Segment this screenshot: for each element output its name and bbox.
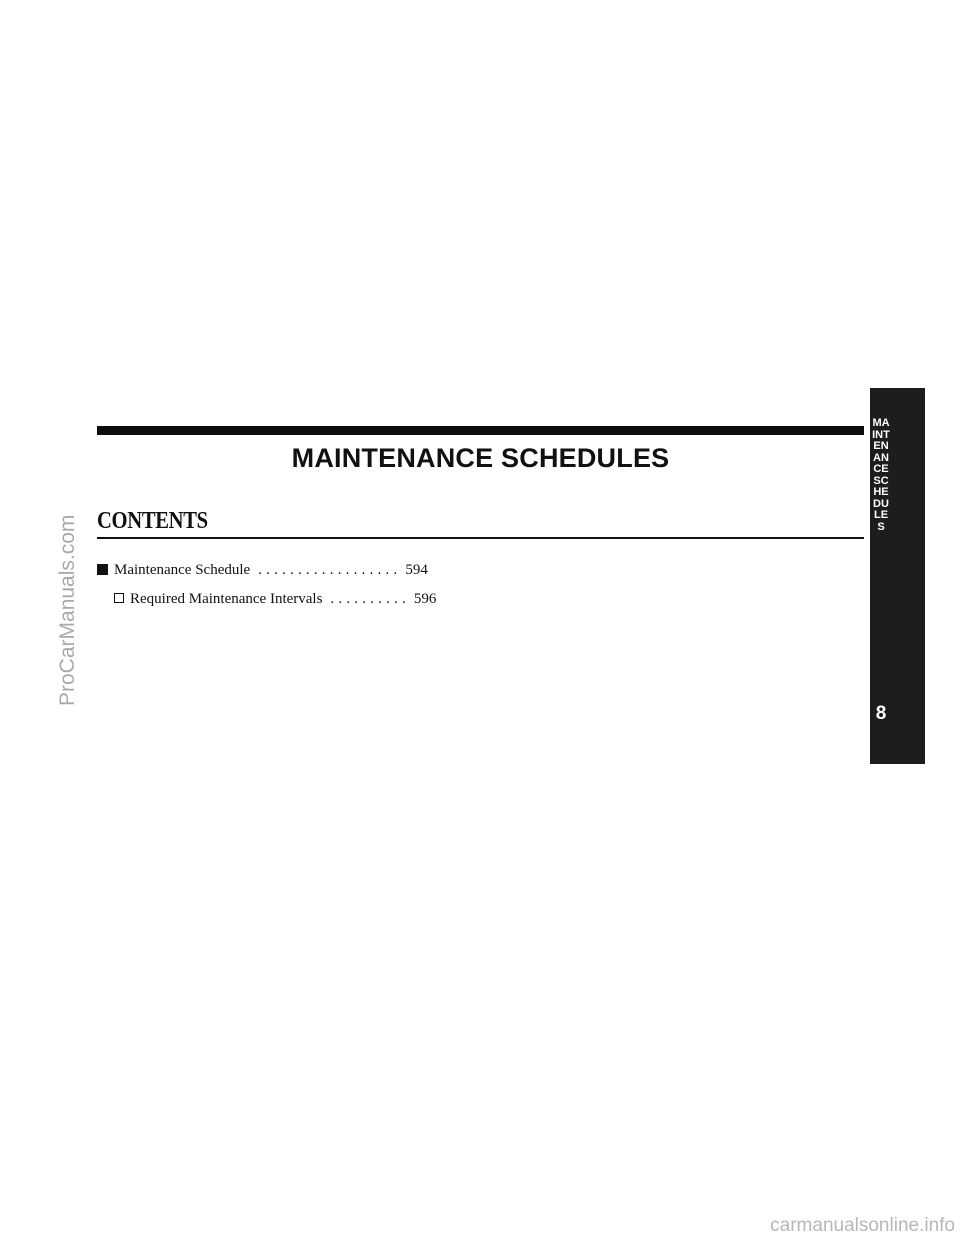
chapter-top-rule	[97, 426, 864, 435]
toc-entry-label: Required Maintenance Intervals	[130, 591, 323, 607]
contents-heading: CONTENTS	[97, 508, 208, 534]
contents-rule	[97, 537, 864, 539]
toc-entry-page: 596	[413, 591, 437, 607]
watermark-bottom: carmanualsonline.info	[770, 1215, 955, 1236]
chapter-title: MAINTENANCE SCHEDULES	[291, 443, 670, 473]
toc-entry-required-maintenance-intervals[interactable]	[114, 589, 436, 609]
hollow-square-icon	[114, 593, 124, 603]
toc-entry-leader: ..................	[258, 562, 402, 578]
toc-entry-page: 594	[405, 562, 428, 578]
watermark-left: ProCarManuals.com	[56, 514, 79, 706]
side-tab-number: 8	[875, 703, 887, 724]
side-tab-label: MAINTENANCE SCHEDULES	[872, 417, 890, 533]
toc-entry-leader: ..........	[330, 591, 410, 607]
filled-square-icon	[97, 564, 108, 575]
toc-entry-label: Maintenance Schedule	[114, 562, 251, 578]
toc-entry-maintenance-schedule[interactable]	[97, 560, 428, 580]
chapter-side-tab[interactable]	[870, 388, 925, 764]
